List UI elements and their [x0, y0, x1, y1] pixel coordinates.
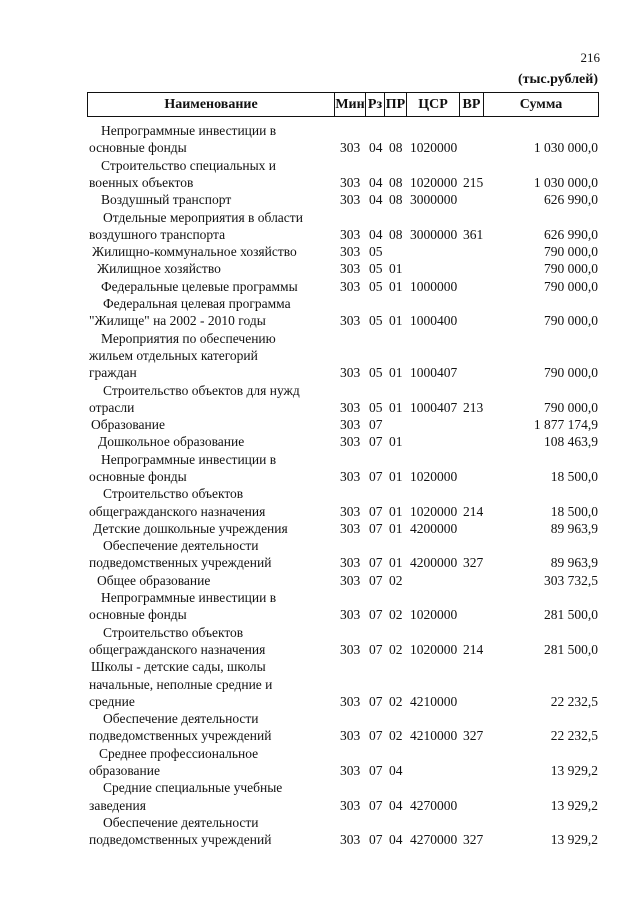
row-csr: 4210000 — [410, 693, 458, 709]
row-min: 303 — [340, 641, 361, 657]
page-number: 216 — [580, 50, 600, 65]
table-row — [0, 278, 640, 295]
row-name-line: средние — [89, 693, 135, 709]
row-min: 303 — [340, 520, 361, 536]
row-csr: 4210000 — [410, 728, 458, 744]
row-rz: 07 — [369, 555, 383, 571]
row-sum: 1 030 000,0 — [533, 174, 598, 190]
row-sum: 89 963,9 — [550, 520, 598, 536]
row-name — [89, 710, 339, 745]
row-csr: 3000000 — [410, 192, 458, 208]
row-min: 303 — [340, 728, 361, 744]
row-name — [89, 520, 339, 537]
row-sum: 790 000,0 — [544, 261, 598, 277]
row-rz: 04 — [369, 226, 383, 242]
table-row — [0, 157, 640, 192]
row-name-line: Строительство объектов для нужд — [103, 382, 300, 398]
row-csr: 1000400 — [410, 313, 458, 329]
table-row — [0, 537, 640, 572]
row-sum: 13 929,2 — [550, 832, 598, 848]
row-name-line: Жилищное хозяйство — [97, 261, 221, 277]
row-name-line: воздушного транспорта — [89, 226, 226, 242]
row-vr: 215 — [463, 174, 484, 190]
row-name — [89, 209, 339, 244]
row-name-line: Отдельные мероприятия в области — [103, 209, 303, 225]
row-name — [89, 157, 339, 192]
row-pr: 01 — [389, 399, 403, 415]
row-rz: 04 — [369, 192, 383, 208]
row-pr: 04 — [389, 797, 403, 813]
row-pr: 01 — [389, 555, 403, 571]
row-name-line: Федеральные целевые программы — [101, 278, 298, 294]
row-name — [89, 295, 339, 330]
row-name — [89, 416, 339, 433]
row-name-line: Строительство специальных и — [101, 157, 277, 173]
row-rz: 05 — [369, 399, 383, 415]
row-pr: 08 — [389, 192, 403, 208]
row-min: 303 — [340, 261, 361, 277]
row-rz: 05 — [369, 261, 383, 277]
row-name-line: подведомственных учреждений — [89, 832, 272, 848]
row-name — [89, 779, 339, 814]
table-row — [0, 745, 640, 780]
row-name-line: Образование — [91, 417, 165, 433]
row-pr: 08 — [389, 226, 403, 242]
table-row — [0, 710, 640, 745]
row-min: 303 — [340, 192, 361, 208]
row-min: 303 — [340, 797, 361, 813]
row-sum: 790 000,0 — [544, 399, 598, 415]
row-min: 303 — [340, 572, 361, 588]
row-name-line: отрасли — [89, 399, 135, 415]
row-csr: 1000407 — [410, 365, 458, 381]
row-sum: 18 500,0 — [550, 468, 598, 484]
row-name-line: Непрограммные инвестиции в — [101, 451, 277, 467]
header-vr: ВР — [460, 93, 484, 116]
row-name-line: Мероприятия по обеспечению — [101, 330, 276, 346]
row-csr: 1020000 — [410, 641, 458, 657]
row-name — [89, 191, 339, 208]
row-name-line: подведомственных учреждений — [89, 555, 272, 571]
table-row — [0, 330, 640, 382]
row-name — [89, 624, 339, 659]
row-sum: 303 732,5 — [544, 572, 598, 588]
row-name-line: Непрограммные инвестиции в — [101, 590, 277, 606]
row-min: 303 — [340, 693, 361, 709]
row-min: 303 — [340, 417, 361, 433]
row-csr: 1020000 — [410, 174, 458, 190]
row-name-line: Обеспечение деятельности — [103, 711, 259, 727]
row-name — [89, 260, 339, 277]
row-pr: 01 — [389, 468, 403, 484]
row-sum: 18 500,0 — [550, 503, 598, 519]
row-sum: 626 990,0 — [544, 226, 598, 242]
row-name — [89, 122, 339, 157]
row-vr: 213 — [463, 399, 484, 415]
row-sum: 626 990,0 — [544, 192, 598, 208]
row-min: 303 — [340, 468, 361, 484]
table-row — [0, 433, 640, 450]
row-name-line: граждан — [89, 365, 137, 381]
row-csr: 1020000 — [410, 607, 458, 623]
row-min: 303 — [340, 503, 361, 519]
table-row — [0, 589, 640, 624]
row-name-line: Строительство объектов — [103, 486, 244, 502]
row-sum: 1 030 000,0 — [533, 140, 598, 156]
row-sum: 22 232,5 — [550, 728, 598, 744]
row-rz: 07 — [369, 728, 383, 744]
row-csr: 4270000 — [410, 832, 458, 848]
row-min: 303 — [340, 555, 361, 571]
row-min: 303 — [340, 399, 361, 415]
row-pr: 04 — [389, 832, 403, 848]
row-name-line: Строительство объектов — [103, 624, 244, 640]
row-sum: 1 877 174,9 — [533, 417, 598, 433]
row-name — [89, 433, 339, 450]
row-vr: 327 — [463, 555, 484, 571]
row-pr: 01 — [389, 261, 403, 277]
row-pr: 01 — [389, 520, 403, 536]
row-min: 303 — [340, 365, 361, 381]
row-name-line: подведомственных учреждений — [89, 728, 272, 744]
row-vr: 327 — [463, 832, 484, 848]
row-name-line: основные фонды — [89, 468, 187, 484]
row-min: 303 — [340, 174, 361, 190]
row-sum: 13 929,2 — [550, 763, 598, 779]
row-name-line: военных объектов — [89, 174, 194, 190]
row-csr: 1020000 — [410, 503, 458, 519]
row-name-line: Общее образование — [97, 572, 211, 588]
row-csr: 4200000 — [410, 555, 458, 571]
row-rz: 07 — [369, 503, 383, 519]
row-vr: 214 — [463, 641, 484, 657]
table-row — [0, 191, 640, 208]
row-sum: 13 929,2 — [550, 797, 598, 813]
row-rz: 04 — [369, 174, 383, 190]
row-vr: 214 — [463, 503, 484, 519]
row-rz: 05 — [369, 244, 383, 260]
row-csr: 1000000 — [410, 278, 458, 294]
row-vr: 327 — [463, 728, 484, 744]
row-rz: 07 — [369, 763, 383, 779]
table-row — [0, 814, 640, 849]
row-csr: 1020000 — [410, 140, 458, 156]
row-name — [89, 278, 339, 295]
row-name — [89, 382, 339, 417]
row-rz: 07 — [369, 520, 383, 536]
row-pr: 02 — [389, 572, 403, 588]
row-pr: 01 — [389, 434, 403, 450]
row-name — [89, 814, 339, 849]
row-name-line: жильем отдельных категорий — [89, 347, 258, 363]
row-pr: 01 — [389, 278, 403, 294]
row-csr: 1020000 — [410, 468, 458, 484]
row-name — [89, 745, 339, 780]
units-label: (тыс.рублей) — [517, 72, 598, 87]
row-name-line: Дошкольное образование — [98, 434, 245, 450]
table-row — [0, 416, 640, 433]
row-name-line: Школы - детские сады, школы — [91, 659, 266, 675]
row-min: 303 — [340, 313, 361, 329]
row-pr: 01 — [389, 365, 403, 381]
row-min: 303 — [340, 607, 361, 623]
row-name-line: Воздушный транспорт — [101, 192, 232, 208]
row-name-line: Федеральная целевая программа — [103, 296, 291, 311]
row-min: 303 — [340, 763, 361, 779]
row-vr: 361 — [463, 226, 484, 242]
header-csr: ЦСР — [407, 93, 460, 116]
row-rz: 07 — [369, 641, 383, 657]
row-sum: 790 000,0 — [544, 278, 598, 294]
table-row — [0, 485, 640, 520]
row-pr: 04 — [389, 763, 403, 779]
row-rz: 05 — [369, 278, 383, 294]
table-row — [0, 572, 640, 589]
row-name-line: Средние специальные учебные — [103, 780, 283, 796]
row-rz: 07 — [369, 693, 383, 709]
row-name-line: Жилищно-коммунальное хозяйство — [92, 244, 297, 260]
header-pr: ПР — [385, 93, 407, 116]
row-sum: 790 000,0 — [544, 365, 598, 381]
row-name-line: Непрограммные инвестиции в — [101, 123, 277, 138]
row-pr: 02 — [389, 728, 403, 744]
row-name — [89, 537, 339, 572]
row-name-line: начальные, неполные средние и — [89, 676, 273, 692]
row-sum: 108 463,9 — [544, 434, 598, 450]
header-min: Мин — [335, 93, 366, 116]
row-rz: 07 — [369, 832, 383, 848]
table-row — [0, 260, 640, 277]
row-pr: 02 — [389, 693, 403, 709]
table-row — [0, 122, 640, 157]
row-name-line: основные фонды — [89, 607, 187, 623]
row-rz: 07 — [369, 797, 383, 813]
row-name-line: Обеспечение деятельности — [103, 815, 259, 830]
row-csr: 3000000 — [410, 226, 458, 242]
row-rz: 07 — [369, 434, 383, 450]
row-rz: 07 — [369, 572, 383, 588]
row-min: 303 — [340, 832, 361, 848]
row-min: 303 — [340, 226, 361, 242]
row-sum: 281 500,0 — [544, 641, 598, 657]
row-name-line: заведения — [89, 797, 146, 813]
row-name-line: основные фонды — [89, 140, 187, 156]
row-name — [89, 485, 339, 520]
table-row — [0, 520, 640, 537]
table-row — [0, 209, 640, 244]
row-pr: 01 — [389, 313, 403, 329]
row-pr: 08 — [389, 174, 403, 190]
row-min: 303 — [340, 140, 361, 156]
row-pr: 02 — [389, 641, 403, 657]
row-rz: 05 — [369, 365, 383, 381]
row-rz: 07 — [369, 607, 383, 623]
row-min: 303 — [340, 434, 361, 450]
row-sum: 790 000,0 — [544, 244, 598, 260]
table-row — [0, 658, 640, 710]
row-sum: 22 232,5 — [550, 693, 598, 709]
table-row — [0, 624, 640, 659]
header-sum: Сумма — [519, 97, 563, 112]
table-header — [87, 92, 599, 117]
header-rz: Рз — [366, 93, 385, 116]
row-rz: 07 — [369, 468, 383, 484]
header-name: Наименование — [88, 93, 335, 116]
row-name — [89, 589, 339, 624]
table-row — [0, 779, 640, 814]
row-name — [89, 451, 339, 486]
row-sum: 281 500,0 — [544, 607, 598, 623]
row-rz: 04 — [369, 140, 383, 156]
row-name-line: образование — [89, 763, 160, 779]
table-row — [0, 243, 640, 260]
row-pr: 08 — [389, 140, 403, 156]
row-name — [89, 572, 339, 589]
row-name — [89, 330, 339, 382]
row-csr: 4270000 — [410, 797, 458, 813]
row-name-line: Детские дошкольные учреждения — [93, 520, 288, 536]
row-sum: 790 000,0 — [544, 313, 598, 329]
table-row — [0, 382, 640, 417]
row-pr: 01 — [389, 503, 403, 519]
row-name-line: Обеспечение деятельности — [103, 538, 259, 554]
row-rz: 07 — [369, 417, 383, 433]
row-csr: 1000407 — [410, 399, 458, 415]
row-csr: 4200000 — [410, 520, 458, 536]
row-name — [89, 243, 339, 260]
row-sum: 89 963,9 — [550, 555, 598, 571]
row-name-line: общегражданского назначения — [89, 641, 266, 657]
row-min: 303 — [340, 278, 361, 294]
row-name-line: Среднее профессиональное — [99, 745, 259, 761]
row-name-line: общегражданского назначения — [89, 503, 266, 519]
row-min: 303 — [340, 244, 361, 260]
table-row — [0, 451, 640, 486]
row-rz: 05 — [369, 313, 383, 329]
row-name — [89, 658, 339, 710]
table-row — [0, 295, 640, 330]
row-pr: 02 — [389, 607, 403, 623]
row-name-line: "Жилище" на 2002 - 2010 годы — [89, 313, 266, 329]
